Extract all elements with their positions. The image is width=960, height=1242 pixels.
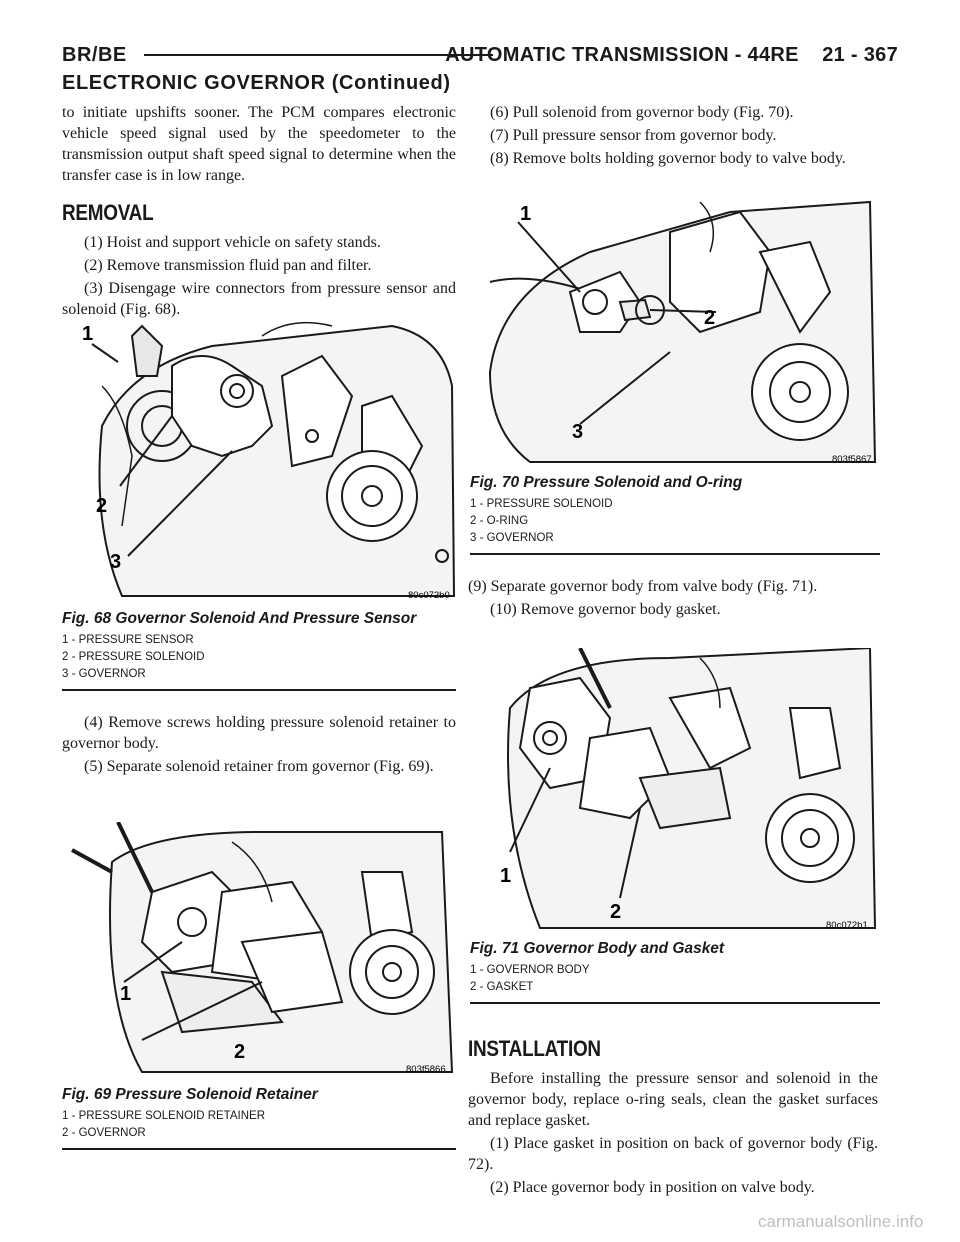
fig69-legend [62,1108,456,1142]
fig70-rule [470,553,880,555]
installation-step-2: (2) Place governor body in position on valve body. [490,1179,815,1196]
fig71-code: 80c072b1 [826,920,868,931]
fig68-illustration [62,306,456,604]
header-section-page: AUTOMATIC TRANSMISSION - 44RE 21 - 367 [445,44,898,66]
right-column-mid [468,576,878,622]
fig68-legend-item: 2 - PRESSURE SOLENOID [62,651,205,663]
fig71-title: Fig. 71 Governor Body and Gasket [470,940,725,957]
removal-step-4: (4) Remove screws holding pressure solenoid retainer to governor body. [62,714,456,752]
fig68-callout-3: 3 [110,551,122,573]
removal-step-2: (2) Remove transmission fluid pan and filter. [84,257,372,274]
installation-step-1: (1) Place gasket in position on back of governor body (Fig. 72). [468,1135,878,1173]
figure-70 [470,192,880,555]
fig70-callout-1: 1 [520,203,532,225]
removal-step-7: (7) Pull pressure sensor from governor body. [490,127,777,144]
fig69-title: Fig. 69 Pressure Solenoid Retainer [62,1086,318,1103]
fig70-code: 803f5867 [832,454,872,465]
fig69-legend-item: 2 - GOVERNOR [62,1127,146,1139]
fig68-callout-2: 2 [96,495,108,517]
removal-heading: REMOVAL [62,200,154,225]
removal-step-1: (1) Hoist and support vehicle on safety stands. [84,234,381,251]
fig71-callout-1: 1 [500,865,512,887]
intro-paragraph: to initiate upshifts sooner. The PCM compares electronic vehicle speed signal used by the speedometer to the transmission output shaft speed signal to determine when the transfer case is in low range. [62,104,456,184]
installation-section [468,1022,878,1200]
header-model: BR/BE [62,44,127,66]
fig68-legend-item: 3 - GOVERNOR [62,668,146,680]
removal-step-8: (8) Remove bolts holding governor body to valve body. [490,150,846,167]
fig68-callout-1: 1 [82,323,94,345]
fig71-rule [470,1002,880,1004]
installation-heading: INSTALLATION [468,1036,601,1061]
fig70-title: Fig. 70 Pressure Solenoid and O-ring [470,474,743,491]
fig69-callout-1: 1 [120,983,132,1005]
removal-step-3: (3) Disengage wire connectors from pressure sensor and solenoid (Fig. 68). [62,280,456,318]
fig69-rule [62,1148,456,1150]
page-header [62,44,898,70]
fig71-legend [470,962,880,996]
removal-step-6: (6) Pull solenoid from governor body (Fig. 70). [490,104,794,121]
fig68-title: Fig. 68 Governor Solenoid And Pressure Sensor [62,610,417,627]
figure-69 [62,822,456,1150]
removal-step-5: (5) Separate solenoid retainer from governor (Fig. 69). [84,758,434,775]
figure-71 [470,648,880,1004]
fig71-legend-item: 2 - GASKET [470,981,534,993]
fig68-legend-item: 1 - PRESSURE SENSOR [62,634,194,646]
watermark: carmanualsonline.info [758,1212,924,1231]
fig70-callout-2: 2 [704,307,716,329]
fig71-legend-item: 1 - GOVERNOR BODY [470,964,590,976]
fig70-illustration [470,192,880,468]
left-column [62,102,456,322]
fig70-legend-item: 1 - PRESSURE SOLENOID [470,498,613,510]
fig70-legend-item: 3 - GOVERNOR [470,532,554,544]
fig69-callout-2: 2 [234,1041,246,1063]
fig70-legend-item: 2 - O-RING [470,515,529,527]
right-column [468,102,878,171]
figure-68 [62,306,456,691]
fig68-code: 80c072b0 [408,590,450,601]
fig68-rule [62,689,456,691]
header-rule [144,54,493,56]
left-column-lower [62,712,456,779]
removal-step-10: (10) Remove governor body gasket. [490,601,721,618]
fig70-legend [470,496,880,547]
fig69-code: 803f5866 [406,1064,446,1075]
installation-intro: Before installing the pressure sensor and solenoid in the governor body, replace o-ring seals, clean the gasket surfaces and replace gasket. [468,1070,878,1129]
fig71-callout-2: 2 [610,901,622,923]
fig71-illustration [470,648,880,934]
removal-step-9: (9) Separate governor body from valve body (Fig. 71). [468,578,818,595]
fig68-legend [62,632,456,683]
section-title: ELECTRONIC GOVERNOR (Continued) [62,72,451,94]
fig69-legend-item: 1 - PRESSURE SOLENOID RETAINER [62,1110,265,1122]
fig70-callout-3: 3 [572,421,584,443]
fig69-illustration [62,822,456,1080]
